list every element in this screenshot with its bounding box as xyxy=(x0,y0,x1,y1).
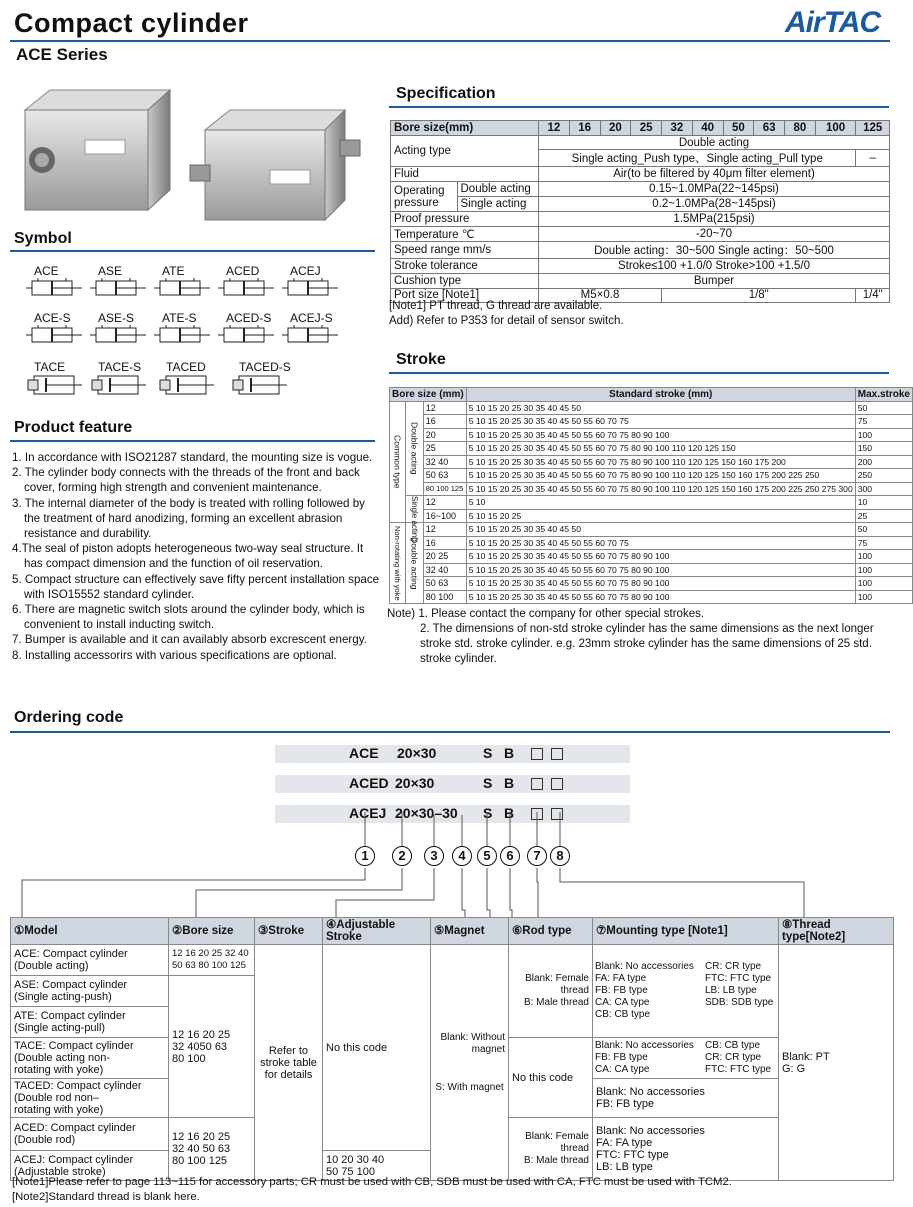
rod-group-c: Blank: Female thread B: Male thread xyxy=(509,1118,593,1181)
stroke-divider xyxy=(389,372,889,374)
symbol-item xyxy=(231,360,291,401)
symbol-item xyxy=(26,311,84,350)
temperature-value: -20~70 xyxy=(539,227,890,242)
acting-type-label: Acting type xyxy=(391,135,539,167)
bore-32: 32 xyxy=(662,121,693,136)
symbol-grid xyxy=(26,264,386,404)
stroke-standard: 5 10 15 20 25 30 35 40 45 50 55 60 70 75 80 90 100 110 120 125 150 160 175 200 xyxy=(466,455,855,469)
code-number-circle: 2 xyxy=(392,846,412,866)
bore-50: 50 xyxy=(723,121,754,136)
feature-item: 6. There are magnetic switch slots around the cylinder body, which is convenient to install inducting switch. xyxy=(12,603,365,632)
col-adjustable: ④Adjustable Stroke xyxy=(323,918,431,945)
col-magnet: ⑤Magnet xyxy=(431,918,509,945)
feature-divider xyxy=(10,440,375,442)
code-position-numbers xyxy=(0,846,900,868)
code-magnet: S xyxy=(483,745,493,761)
mounting-a-right: CR: CR type FTC: FTC type LB: LB type SDB: SDB type xyxy=(705,961,774,1008)
stroke-bore: 12 xyxy=(423,523,466,537)
ordering-table xyxy=(10,917,894,1181)
stroke-row xyxy=(390,523,913,537)
stroke-row xyxy=(390,563,913,577)
stroke-table xyxy=(389,387,913,604)
mounting-group-b2: Blank: No accessories FB: FB type xyxy=(593,1079,779,1118)
stroke-row xyxy=(390,577,913,591)
feature-item: 5. Compact structure can effectively save fifty percent installation space with ISO15552 standard cylinder. xyxy=(12,572,380,601)
order-note1: [Note1]Please refer to page 113~115 for accessory parts; CR must be used with CB, SDB must be used with CA, FTC must be used with TCM2. xyxy=(12,1176,732,1188)
col-mounting: ⑦Mounting type [Note1] xyxy=(593,918,779,945)
symbol-heading: Symbol xyxy=(14,230,72,247)
acting-dash: – xyxy=(856,150,890,167)
stroke-max: 75 xyxy=(855,536,912,550)
cylinder-symbol-icon xyxy=(154,278,212,298)
stroke-row xyxy=(390,428,913,442)
stroke-bore: 50 63 xyxy=(423,577,466,591)
ordering-divider xyxy=(10,731,890,733)
symbol-label: ATE xyxy=(162,264,185,278)
stroke-bore: 16 xyxy=(423,536,466,550)
symbol-item xyxy=(218,311,276,350)
tolerance-value: Stroke≤100 +1.0/0 Stroke>100 +1.5/0 xyxy=(539,259,890,274)
stroke-row xyxy=(390,496,913,510)
stroke-max: 200 xyxy=(855,455,912,469)
pressure-single-label: Single acting xyxy=(460,198,527,211)
tolerance-label: Stroke tolerance xyxy=(391,259,539,274)
stroke-row xyxy=(390,455,913,469)
feature-item: 2. The cylinder body connects with the threads of the front and back cover, forming high strength and convenient maintenance. xyxy=(12,466,360,495)
symbol-label: ACED-S xyxy=(226,311,272,325)
fluid-label: Fluid xyxy=(391,167,539,182)
bore-group-b: 12 16 20 25 32 4050 63 80 100 xyxy=(169,976,255,1118)
port-size-m5: M5×0.8 xyxy=(539,288,662,303)
symbol-item xyxy=(282,311,340,350)
bore-group-a: 12 16 20 25 32 40 50 63 80 100 125 xyxy=(169,945,255,976)
pressure-single-value: 0.2~1.0MPa(28~145psi) xyxy=(539,197,890,212)
stroke-std-header: Standard stroke (mm) xyxy=(466,388,855,402)
stroke-max: 100 xyxy=(855,428,912,442)
rod-group-b: No this code xyxy=(509,1038,593,1118)
code-size: 20×30 xyxy=(395,775,435,791)
cylinder-symbol-icon xyxy=(282,325,340,345)
speed-label: Speed range mm/s xyxy=(391,242,539,259)
code-magnet: S xyxy=(483,805,493,821)
model-acej: ACEJ: Compact cylinder (Adjustable stroke) xyxy=(11,1151,169,1181)
col-bore: ②Bore size xyxy=(169,918,255,945)
cylinder-symbol-icon xyxy=(90,374,148,396)
stroke-max: 50 xyxy=(855,401,912,415)
symbol-label: ATE-S xyxy=(162,311,197,325)
code-number-circle: 7 xyxy=(527,846,547,866)
magnet-blank: Blank: Without magnet xyxy=(440,1031,505,1055)
stroke-row xyxy=(390,550,913,564)
stroke-bore: 32 40 xyxy=(423,455,466,469)
port-size-label: Port size [Note1] xyxy=(391,288,539,303)
model-ace: ACE: Compact cylinder (Double acting) xyxy=(11,945,169,976)
proof-pressure-label: Proof pressure xyxy=(391,212,539,227)
stroke-standard: 5 10 15 20 25 30 35 40 45 50 55 60 70 75 80 90 100 110 120 125 150 xyxy=(466,442,855,456)
stroke-max: 250 xyxy=(855,469,912,483)
col-stroke: ③Stroke xyxy=(255,918,323,945)
stroke-max-header: Max.stroke xyxy=(855,388,912,402)
bore-40: 40 xyxy=(692,121,723,136)
model-ate: ATE: Compact cylinder (Single acting-pull) xyxy=(11,1007,169,1038)
stroke-standard: 5 10 15 20 25 30 35 40 45 50 55 60 70 75 80 90 100 110 120 125 150 160 175 200 225 250 275 300 xyxy=(466,482,855,496)
stroke-max: 100 xyxy=(855,577,912,591)
bore-group-c: 12 16 20 25 32 40 50 63 80 100 125 xyxy=(169,1118,255,1181)
thread-options: Blank: PT G: G xyxy=(779,945,894,1181)
cylinder-symbol-icon xyxy=(26,278,84,298)
adjustable-values: 10 20 30 40 50 75 100 xyxy=(323,1151,431,1181)
feature-heading: Product feature xyxy=(14,419,133,436)
feature-item: 3. The internal diameter of the body is treated with rolling followed by the treatment of hard anodizing, forming an excellent abrasion resistance and durability. xyxy=(12,496,365,541)
port-size-1-8: 1/8" xyxy=(662,288,856,303)
cushion-label: Cushion type xyxy=(391,273,539,288)
bore-125: 125 xyxy=(856,121,890,136)
pressure-double-label: Double acting xyxy=(457,182,538,197)
symbol-label: TACED xyxy=(166,360,206,374)
stroke-standard: 5 10 15 20 25 30 35 40 45 50 xyxy=(466,523,855,537)
cylinder-symbol-icon xyxy=(90,325,148,345)
bore-12: 12 xyxy=(539,121,570,136)
stroke-row xyxy=(390,536,913,550)
proof-pressure-value: 1.5MPa(215psi) xyxy=(539,212,890,227)
model-taced: TACED: Compact cylinder (Double rod non– rotating with yoke) xyxy=(11,1079,169,1118)
stroke-max: 50 xyxy=(855,523,912,537)
non-rotating-label: Non-rotating with yoke xyxy=(390,523,406,604)
bore-100: 100 xyxy=(815,121,856,136)
stroke-row xyxy=(390,415,913,429)
cylinder-symbol-icon xyxy=(218,325,276,345)
adjustable-none: No this code xyxy=(323,945,431,1151)
stroke-reference: Refer to stroke table for details xyxy=(255,945,323,1181)
symbol-divider xyxy=(10,250,375,252)
stroke-standard: 5 10 15 20 25 30 35 40 45 50 55 60 70 75 80 90 100 110 120 125 150 160 175 200 225 250 xyxy=(466,469,855,483)
col-rod: ⑥Rod type xyxy=(509,918,593,945)
magnet-with: S: With magnet xyxy=(435,1081,504,1093)
stroke-standard: 5 10 15 20 25 30 35 40 45 50 55 60 70 75 xyxy=(466,415,855,429)
stroke-heading: Stroke xyxy=(396,351,446,368)
bore-size-label: Bore size(mm) xyxy=(391,121,539,136)
symbol-item xyxy=(26,264,84,303)
mounting-b-right: CB: CB type CR: CR type FTC: FTC type xyxy=(705,1040,772,1075)
mounting-group-c: Blank: No accessories FA: FA type FTC: FTC type LB: LB type xyxy=(593,1118,779,1181)
stroke-bore: 50 63 xyxy=(423,469,466,483)
feature-list xyxy=(12,450,384,663)
series-subtitle: ACE Series xyxy=(16,45,108,64)
cushion-value: Bumper xyxy=(539,273,890,288)
spec-divider xyxy=(389,106,889,108)
code-model: ACED xyxy=(349,775,389,791)
stroke-row xyxy=(390,482,913,496)
code-number-circle: 1 xyxy=(355,846,375,866)
stroke-bore: 16~100 xyxy=(423,509,466,523)
stroke-standard: 5 10 15 20 25 xyxy=(466,509,855,523)
stroke-bore: 16 xyxy=(423,415,466,429)
ordering-heading: Ordering code xyxy=(14,709,124,726)
symbol-label: TACED-S xyxy=(239,360,291,374)
fluid-value: Air(to be filtered by 40μm filter element) xyxy=(539,167,890,182)
symbol-label: ACEJ xyxy=(290,264,321,278)
mounting-group-a xyxy=(593,945,779,1038)
double-acting-label: Double acting xyxy=(405,401,423,496)
code-model: ACE xyxy=(349,745,379,761)
stroke-standard: 5 10 15 20 25 30 35 40 45 50 55 60 70 75 80 90 100 xyxy=(466,590,855,604)
symbol-label: ACEJ-S xyxy=(290,311,333,325)
stroke-max: 150 xyxy=(855,442,912,456)
stroke-note2: 2. The dimensions of non-std stroke cylinder has the same dimensions as the next longer stroke std. stroke cylinder. e.g. 23mm stroke cylinder has the same dimensions of 25 std. stroke cylinder. xyxy=(420,623,874,665)
model-aced: ACED: Compact cylinder (Double rod) xyxy=(11,1118,169,1151)
stroke-max: 100 xyxy=(855,550,912,564)
stroke-standard: 5 10 15 20 25 30 35 40 45 50 xyxy=(466,401,855,415)
bore-63: 63 xyxy=(754,121,785,136)
symbol-item xyxy=(154,264,212,303)
code-number-circle: 8 xyxy=(550,846,570,866)
code-number-circle: 5 xyxy=(477,846,497,866)
code-rod: B xyxy=(504,805,515,821)
stroke-bore: 32 40 xyxy=(423,563,466,577)
port-size-1-4: 1/4" xyxy=(856,288,890,303)
stroke-standard: 5 10 15 20 25 30 35 40 45 50 55 60 70 75 80 90 100 xyxy=(466,563,855,577)
code-rod: B xyxy=(504,775,515,791)
feature-item: 4.The seal of piston adopts heterogeneous two-way seal structure. It has compact dimension and the function of oil reservation. xyxy=(12,542,364,571)
double-acting-label-2: Double acting xyxy=(405,523,423,604)
code-number-circle: 3 xyxy=(424,846,444,866)
symbol-label: ACED xyxy=(226,264,260,278)
stroke-max: 25 xyxy=(855,509,912,523)
symbol-item xyxy=(154,311,212,350)
symbol-item xyxy=(90,264,148,303)
magnet-cell xyxy=(431,945,509,1181)
spec-heading: Specification xyxy=(396,85,496,102)
bore-16: 16 xyxy=(569,121,600,136)
spec-note2: Add) Refer to P353 for detail of sensor switch. xyxy=(389,315,624,327)
symbol-label: ACE-S xyxy=(34,311,71,325)
stroke-max: 100 xyxy=(855,590,912,604)
symbol-item xyxy=(158,360,216,401)
header-divider xyxy=(10,40,890,42)
cylinder-symbol-icon xyxy=(90,278,148,298)
product-image xyxy=(20,85,360,225)
bore-80: 80 xyxy=(785,121,816,136)
stroke-max: 10 xyxy=(855,496,912,510)
mounting-group-b xyxy=(593,1038,779,1079)
stroke-bore: 20 xyxy=(423,428,466,442)
brand-logo: AirTAC xyxy=(785,6,881,39)
stroke-max: 100 xyxy=(855,563,912,577)
symbol-label: ASE xyxy=(98,264,123,278)
acting-single: Single acting_Push type、Single acting_Pull type xyxy=(539,150,856,167)
stroke-bore: 12 xyxy=(423,496,466,510)
stroke-max: 75 xyxy=(855,415,912,429)
stroke-bore: 80 100 xyxy=(423,590,466,604)
bore-20: 20 xyxy=(600,121,631,136)
stroke-row xyxy=(390,401,913,415)
cylinder-symbol-icon xyxy=(231,374,289,396)
feature-item: 1. In accordance with ISO21287 standard, the mounting size is vogue. xyxy=(12,451,373,464)
stroke-max: 300 xyxy=(855,482,912,496)
symbol-item xyxy=(218,264,276,303)
stroke-bore-header: Bore size (mm) xyxy=(390,388,467,402)
code-size: 20×30–30 xyxy=(395,805,458,821)
acting-double: Double acting xyxy=(539,135,890,150)
feature-item: 8. Installing accessorirs with various specifications are optional. xyxy=(12,648,337,662)
spec-header-row xyxy=(391,121,890,136)
code-number-circle: 4 xyxy=(452,846,472,866)
symbol-label: TACE-S xyxy=(98,360,142,374)
cylinder-symbol-icon xyxy=(158,374,216,396)
stroke-row xyxy=(390,509,913,523)
pressure-double-value: 0.15~1.0MPa(22~145psi) xyxy=(539,182,890,197)
stroke-row xyxy=(390,469,913,483)
spec-note1: [Note1] PT thread, G thread are available. xyxy=(389,300,603,312)
code-number-circle: 6 xyxy=(500,846,520,866)
col-model: ①Model xyxy=(11,918,169,945)
bore-25: 25 xyxy=(631,121,662,136)
stroke-standard: 5 10 15 20 25 30 35 40 45 50 55 60 70 75 80 90 100 xyxy=(466,577,855,591)
stroke-bore: 20 25 xyxy=(423,550,466,564)
symbol-item xyxy=(282,264,340,303)
stroke-standard: 5 10 xyxy=(466,496,855,510)
stroke-row xyxy=(390,442,913,456)
feature-item: 7. Bumper is available and it can availably absorb excrescent energy. xyxy=(12,633,367,647)
single-acting-label: Single acting xyxy=(405,496,423,523)
model-tace: TACE: Compact cylinder (Double acting non- rotating with yoke) xyxy=(11,1038,169,1079)
speed-value: Double acting：30~500 Single acting：50~500 xyxy=(539,242,890,259)
stroke-bore: 80 100 125 xyxy=(423,482,466,496)
code-model: ACEJ xyxy=(349,805,387,821)
order-note2: [Note2]Standard thread is blank here. xyxy=(12,1191,200,1203)
page-title: Compact cylinder xyxy=(14,8,249,38)
code-magnet: S xyxy=(483,775,493,791)
cylinder-symbol-icon xyxy=(282,278,340,298)
symbol-label: TACE xyxy=(34,360,66,374)
cylinder-symbol-icon xyxy=(26,374,84,396)
code-rod: B xyxy=(504,745,515,761)
symbol-label: ASE-S xyxy=(98,311,135,325)
spec-table xyxy=(390,120,890,303)
stroke-row xyxy=(390,590,913,604)
cylinder-symbol-icon xyxy=(154,325,212,345)
stroke-standard: 5 10 15 20 25 30 35 40 45 50 55 60 70 75 xyxy=(466,536,855,550)
code-size: 20×30 xyxy=(397,745,437,761)
rod-group-a: Blank: Female thread B: Male thread xyxy=(509,945,593,1038)
mounting-a-left: Blank: No accessories FA: FA type FB: FB type CA: CA type CB: CB type xyxy=(595,961,694,1020)
stroke-bore: 12 xyxy=(423,401,466,415)
symbol-label: ACE xyxy=(34,264,59,278)
cylinder-symbol-icon xyxy=(218,278,276,298)
temperature-label: Temperature ℃ xyxy=(391,227,539,242)
code-mounting-box xyxy=(531,748,543,760)
symbol-item xyxy=(90,311,148,350)
operating-pressure-label: Operating pressure xyxy=(391,182,457,211)
col-thread: ⑧Thread type[Note2] xyxy=(779,918,894,945)
code-leader-lines xyxy=(0,760,900,920)
symbol-item xyxy=(90,360,148,401)
common-type-label: Common type xyxy=(390,401,406,523)
code-thread-box xyxy=(551,748,563,760)
mounting-b-left: Blank: No accessories FB: FB type CA: CA type xyxy=(595,1040,694,1075)
stroke-standard: 5 10 15 20 25 30 35 40 45 50 55 60 70 75 80 90 100 xyxy=(466,428,855,442)
model-ase: ASE: Compact cylinder (Single acting-push) xyxy=(11,976,169,1007)
symbol-item xyxy=(26,360,84,401)
stroke-bore: 25 xyxy=(423,442,466,456)
cylinder-symbol-icon xyxy=(26,325,84,345)
stroke-note1: Note) 1. Please contact the company for other special strokes. xyxy=(387,608,705,620)
stroke-standard: 5 10 15 20 25 30 35 40 45 50 55 60 70 75 80 90 100 xyxy=(466,550,855,564)
